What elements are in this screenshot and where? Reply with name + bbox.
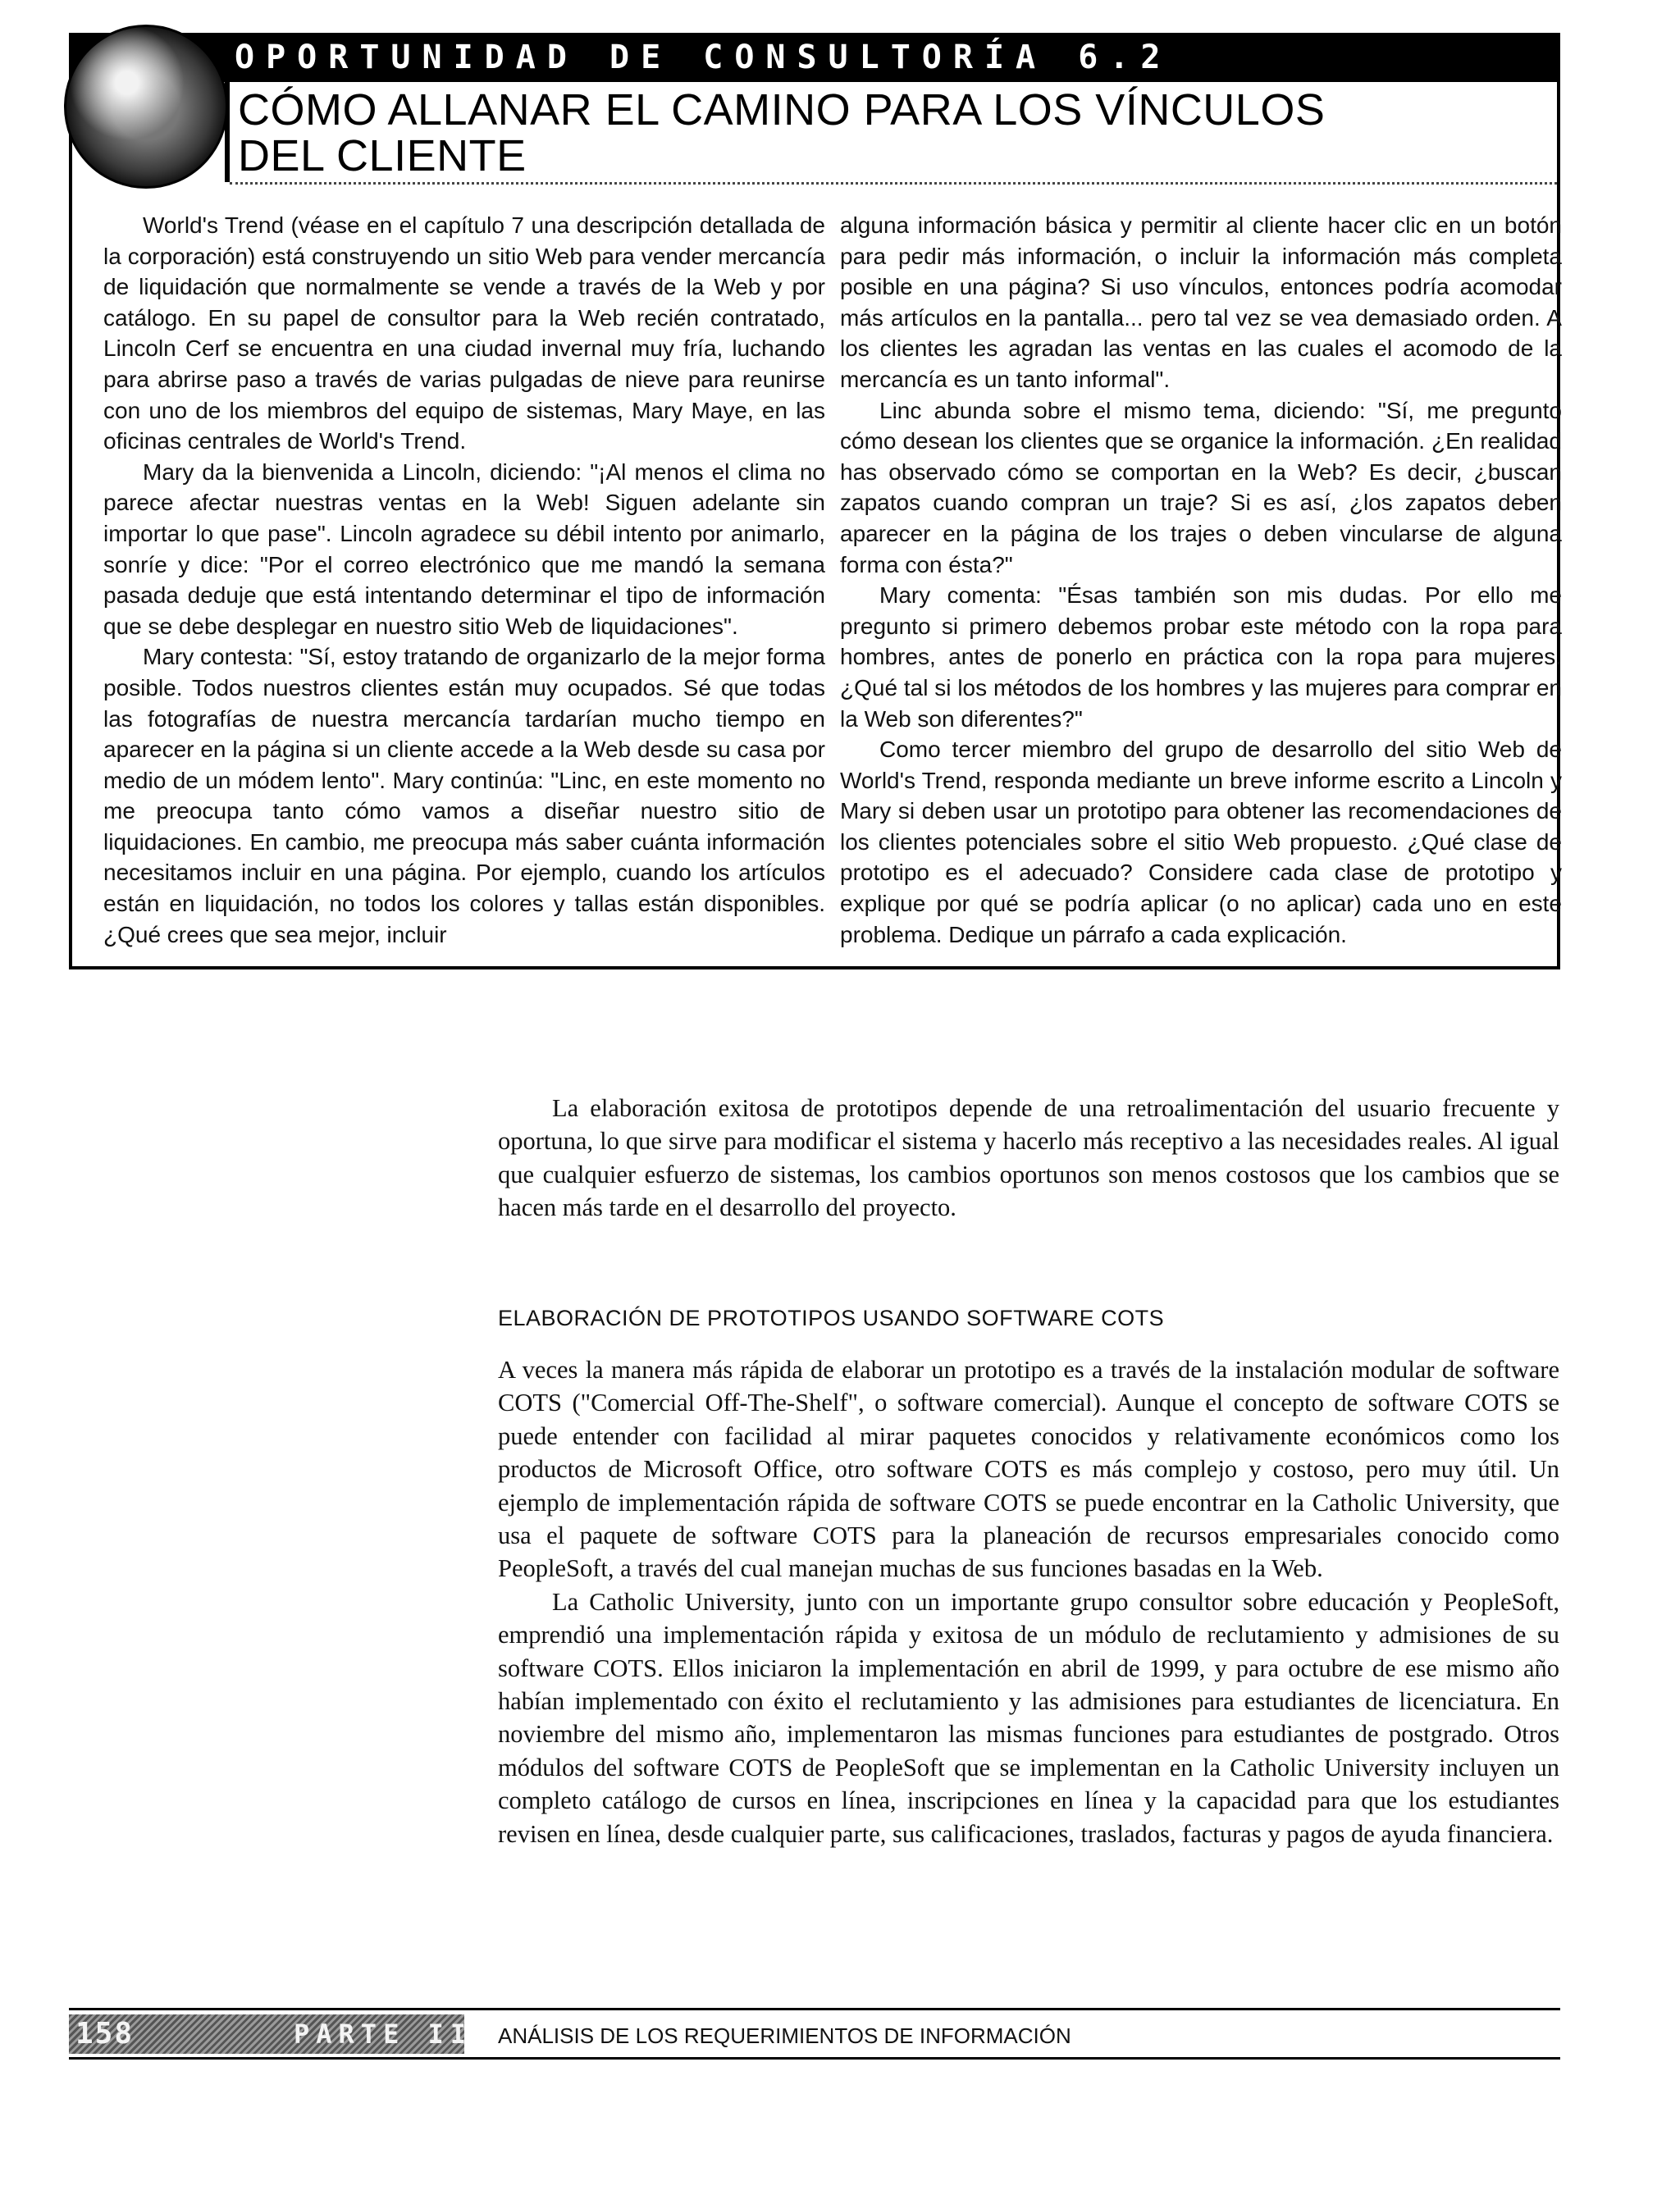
box-paragraph: Mary da la bienvenida a Lincoln, diciendo: "¡Al menos el clima no parece afectar nuestras ventas en la Web! Siguen adelante sin importar lo que pase". Lincoln agradece su débil intento por animarlo, sonríe y dice: "Por el correo electrónico que me mandó la semana pasada deduje que está intentando determinar el tipo de información que se debe desplegar en nuestro sitio Web de liquidaciones". [103,458,825,639]
title-dotted-rule [230,182,1557,185]
box-paragraph: Como tercer miembro del grupo de desarrollo del sitio Web de World's Trend, responda mediante un breve informe escrito a Lincoln y Mary si deben usar un prototipo para obtener las recomendaciones de los clientes potenciales sobre el sitio Web propuesto. ¿Qué clase de prototipo es el adecuado? Considere cada clase de prototipo y explique por qué se podría aplicar (o no aplicar) cada uno en este problema. Dedique un párrafo a cada explicación. [840,737,1562,947]
consulting-box-label: OPORTUNIDAD DE CONSULTORÍA 6.2 [235,39,1172,76]
box-left-column [103,210,825,950]
box-right-column [840,210,1562,950]
title-line-2: DEL CLIENTE [238,131,527,180]
box-paragraph: Mary contesta: "Sí, estoy tratando de organizarlo de la mejor forma posible. Todos nuestros clientes están muy ocupados. Sé que todas las fotografías de nuestra mercancía tardarían mucho tiempo en aparecer en la página si un cliente accede a la Web desde su casa por medio de un módem lento". Mary continúa: "Linc, en este momento no me preocupa tanto cómo vamos a diseñar nuestro sitio de liquidaciones. En cambio, me preocupa más saber cuánta información necesitamos incluir en una página. Por ejemplo, cuando los artículos están en liquidación, no todos los colores y tallas están disponibles. ¿Qué crees que sea mejor, incluir [103,644,825,947]
running-title: ANÁLISIS DE LOS REQUERIMIENTOS DE INFORMACIÓN [498,2023,1071,2048]
section-body [498,1353,1559,1850]
title-line-1: CÓMO ALLANAR EL CAMINO PARA LOS VÍNCULOS [238,85,1326,135]
body-paragraph: A veces la manera más rápida de elaborar un prototipo es a través de la instalación modular de software COTS ("Comercial Off-The-Shelf", o software comercial). Aunque el concepto de software COTS se puede entender con facilidad al mirar paquetes conocidos y relativamente económicos como los productos de Microsoft Office, otro software COTS es más complejo y costoso, pero muy útil. Un ejemplo de implementación rápida de software COTS se puede encontrar en la Catholic University, que usa el paquete de software COTS para la planeación de recursos empresariales conocido como PeopleSoft, a través del cual manejan muchas de sus funciones basadas en la Web. [498,1356,1559,1583]
box-paragraph: World's Trend (véase en el capítulo 7 una descripción detallada de la corporación) está construyendo un sitio Web para vender mercancía de liquidación que normalmente se vende a través de la Web y por catálogo. En su papel de consultor para la Web recién contratado, Lincoln Cerf se encuentra en una ciudad invernal muy fría, luchando para abrirse paso a través de varias pulgadas de nieve para reunirse con uno de los miembros del equipo de sistemas, Mary Maye, en las oficinas centrales de World's Trend. [103,212,825,454]
consulting-seal-icon [64,25,228,189]
body-paragraph: La Catholic University, junto con un importante grupo consultor sobre educación y PeopleSoft, emprendió una implementación rápida y exitosa de un módulo de reclutamiento y admisiones de su software COTS. Ellos iniciaron la implementación en abril de 1999, y para octubre de ese mismo año habían implementado con éxito el reclutamiento y las admisiones para estudiantes de licenciatura. En noviembre del mismo año, implementaron las mismas funciones para estudiantes de postgrado. Otros módulos del software COTS de PeopleSoft que se implementan en la Catholic University incluyen un completo catálogo de cursos en línea, inscripciones en línea y la capacidad para que los estudiantes revisen en línea, desde cualquier parte, sus calificaciones, traslados, facturas y pagos de ayuda financiera. [498,1587,1559,1848]
section-heading: ELABORACIÓN DE PROTOTIPOS USANDO SOFTWARE COTS [498,1306,1165,1330]
box-paragraph: alguna información básica y permitir al cliente hacer clic en un botón para pedir más información, o incluir la información más completa posible en una página? Si uso vínculos, entonces podría acomodar más artículos en la pantalla... pero tal vez se vea demasiado orden. A los clientes les agradan las ventas en las cuales el acomodo de la mercancía es un tanto informal". [840,212,1562,392]
box-paragraph: Linc abunda sobre el mismo tema, diciendo: "Sí, me pregunto cómo desean los clientes que se organice la información. ¿En realidad has observado cómo se comportan en la Web? Es decir, ¿buscan zapatos cuando compran un traje? Si es así, ¿los zapatos deben aparecer en la página de los trajes o deben vincularse de alguna forma con ésta?" [840,397,1562,577]
intro-text [498,1092,1559,1225]
footer-bottom-rule [69,2057,1560,2060]
footer-top-rule [69,2008,1560,2010]
consulting-box-title [238,87,1518,179]
box-paragraph: Mary comenta: "Ésas también son mis dudas. Por ello me pregunto si primero debemos probar este método con la ropa para hombres, antes de ponerlo en práctica con la ropa para mujeres. ¿Qué tal si los métodos de los hombres y las mujeres para comprar en la Web son diferentes?" [840,582,1562,732]
body-paragraph: La elaboración exitosa de prototipos depende de una retroalimentación del usuario frecuente y oportuna, lo que sirve para modificar el sistema y hacerlo más receptivo a las necesidades reales. Al igual que cualquier esfuerzo de sistemas, los cambios oportunos son menos costosos que los cambios que se hacen más tarde en el desarrollo del proyecto. [498,1094,1559,1222]
page-number: 158 [75,2017,135,2051]
part-label: PARTE II [294,2019,473,2050]
